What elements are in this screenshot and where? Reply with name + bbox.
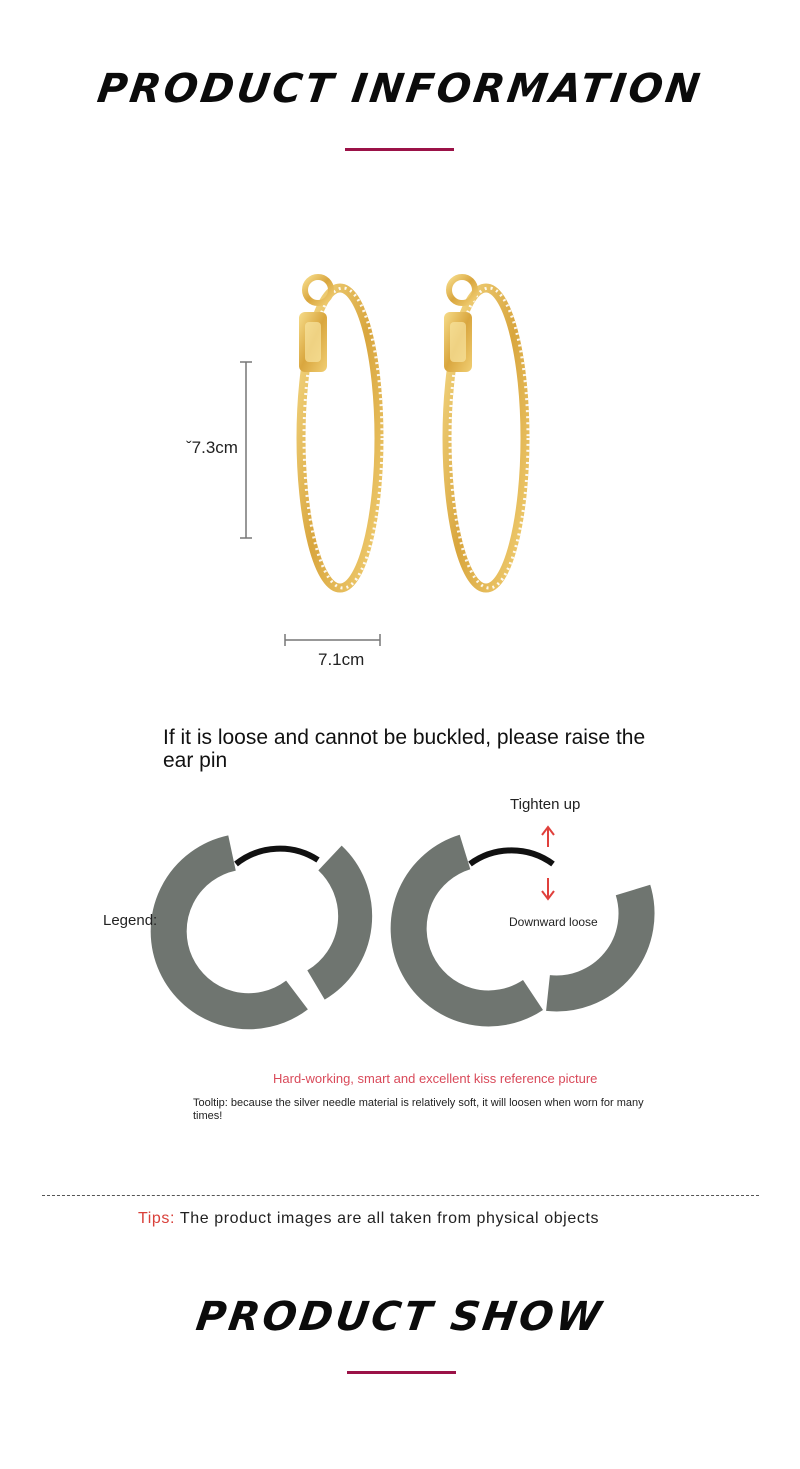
tooltip-line-1: Tooltip: because the silver needle material is relatively soft, it will loosen when worn for many [193,1097,644,1109]
height-dimension-line [240,362,252,538]
dashed-divider [42,1195,759,1196]
tips-label: Tips: [138,1210,176,1227]
tighten-arrow-icon [542,827,554,847]
tighten-up-label: Tighten up [510,796,581,813]
width-label: 7.1cm [318,650,365,669]
height-label: ˇ7.3cm [186,438,238,457]
open-ring-icon [409,850,637,1008]
title-underline-2 [347,1371,456,1374]
right-hoop-icon [444,277,528,588]
tips-text: The product images are all taken from physical objects [175,1210,600,1227]
downward-loose-label: Downward loose [509,915,598,929]
width-dimension-line [285,634,380,646]
instruction-line-1: If it is loose and cannot be buckled, please raise the [163,726,646,749]
section-title-product-information: PRODUCT INFORMATION [94,66,706,112]
legend-label: Legend: [103,912,158,929]
instruction-line-2: ear pin [163,749,228,772]
left-hoop-icon [299,277,382,588]
reference-caption: Hard-working, smart and excellent kiss reference picture [273,1071,598,1086]
section-title-product-show: PRODUCT SHOW [193,1294,607,1340]
tooltip-line-2: times! [193,1110,223,1122]
hoop-earrings-image [0,0,800,700]
tips-line [138,1210,599,1228]
closed-ring-icon [169,849,355,1012]
loose-arrow-icon [542,878,554,899]
